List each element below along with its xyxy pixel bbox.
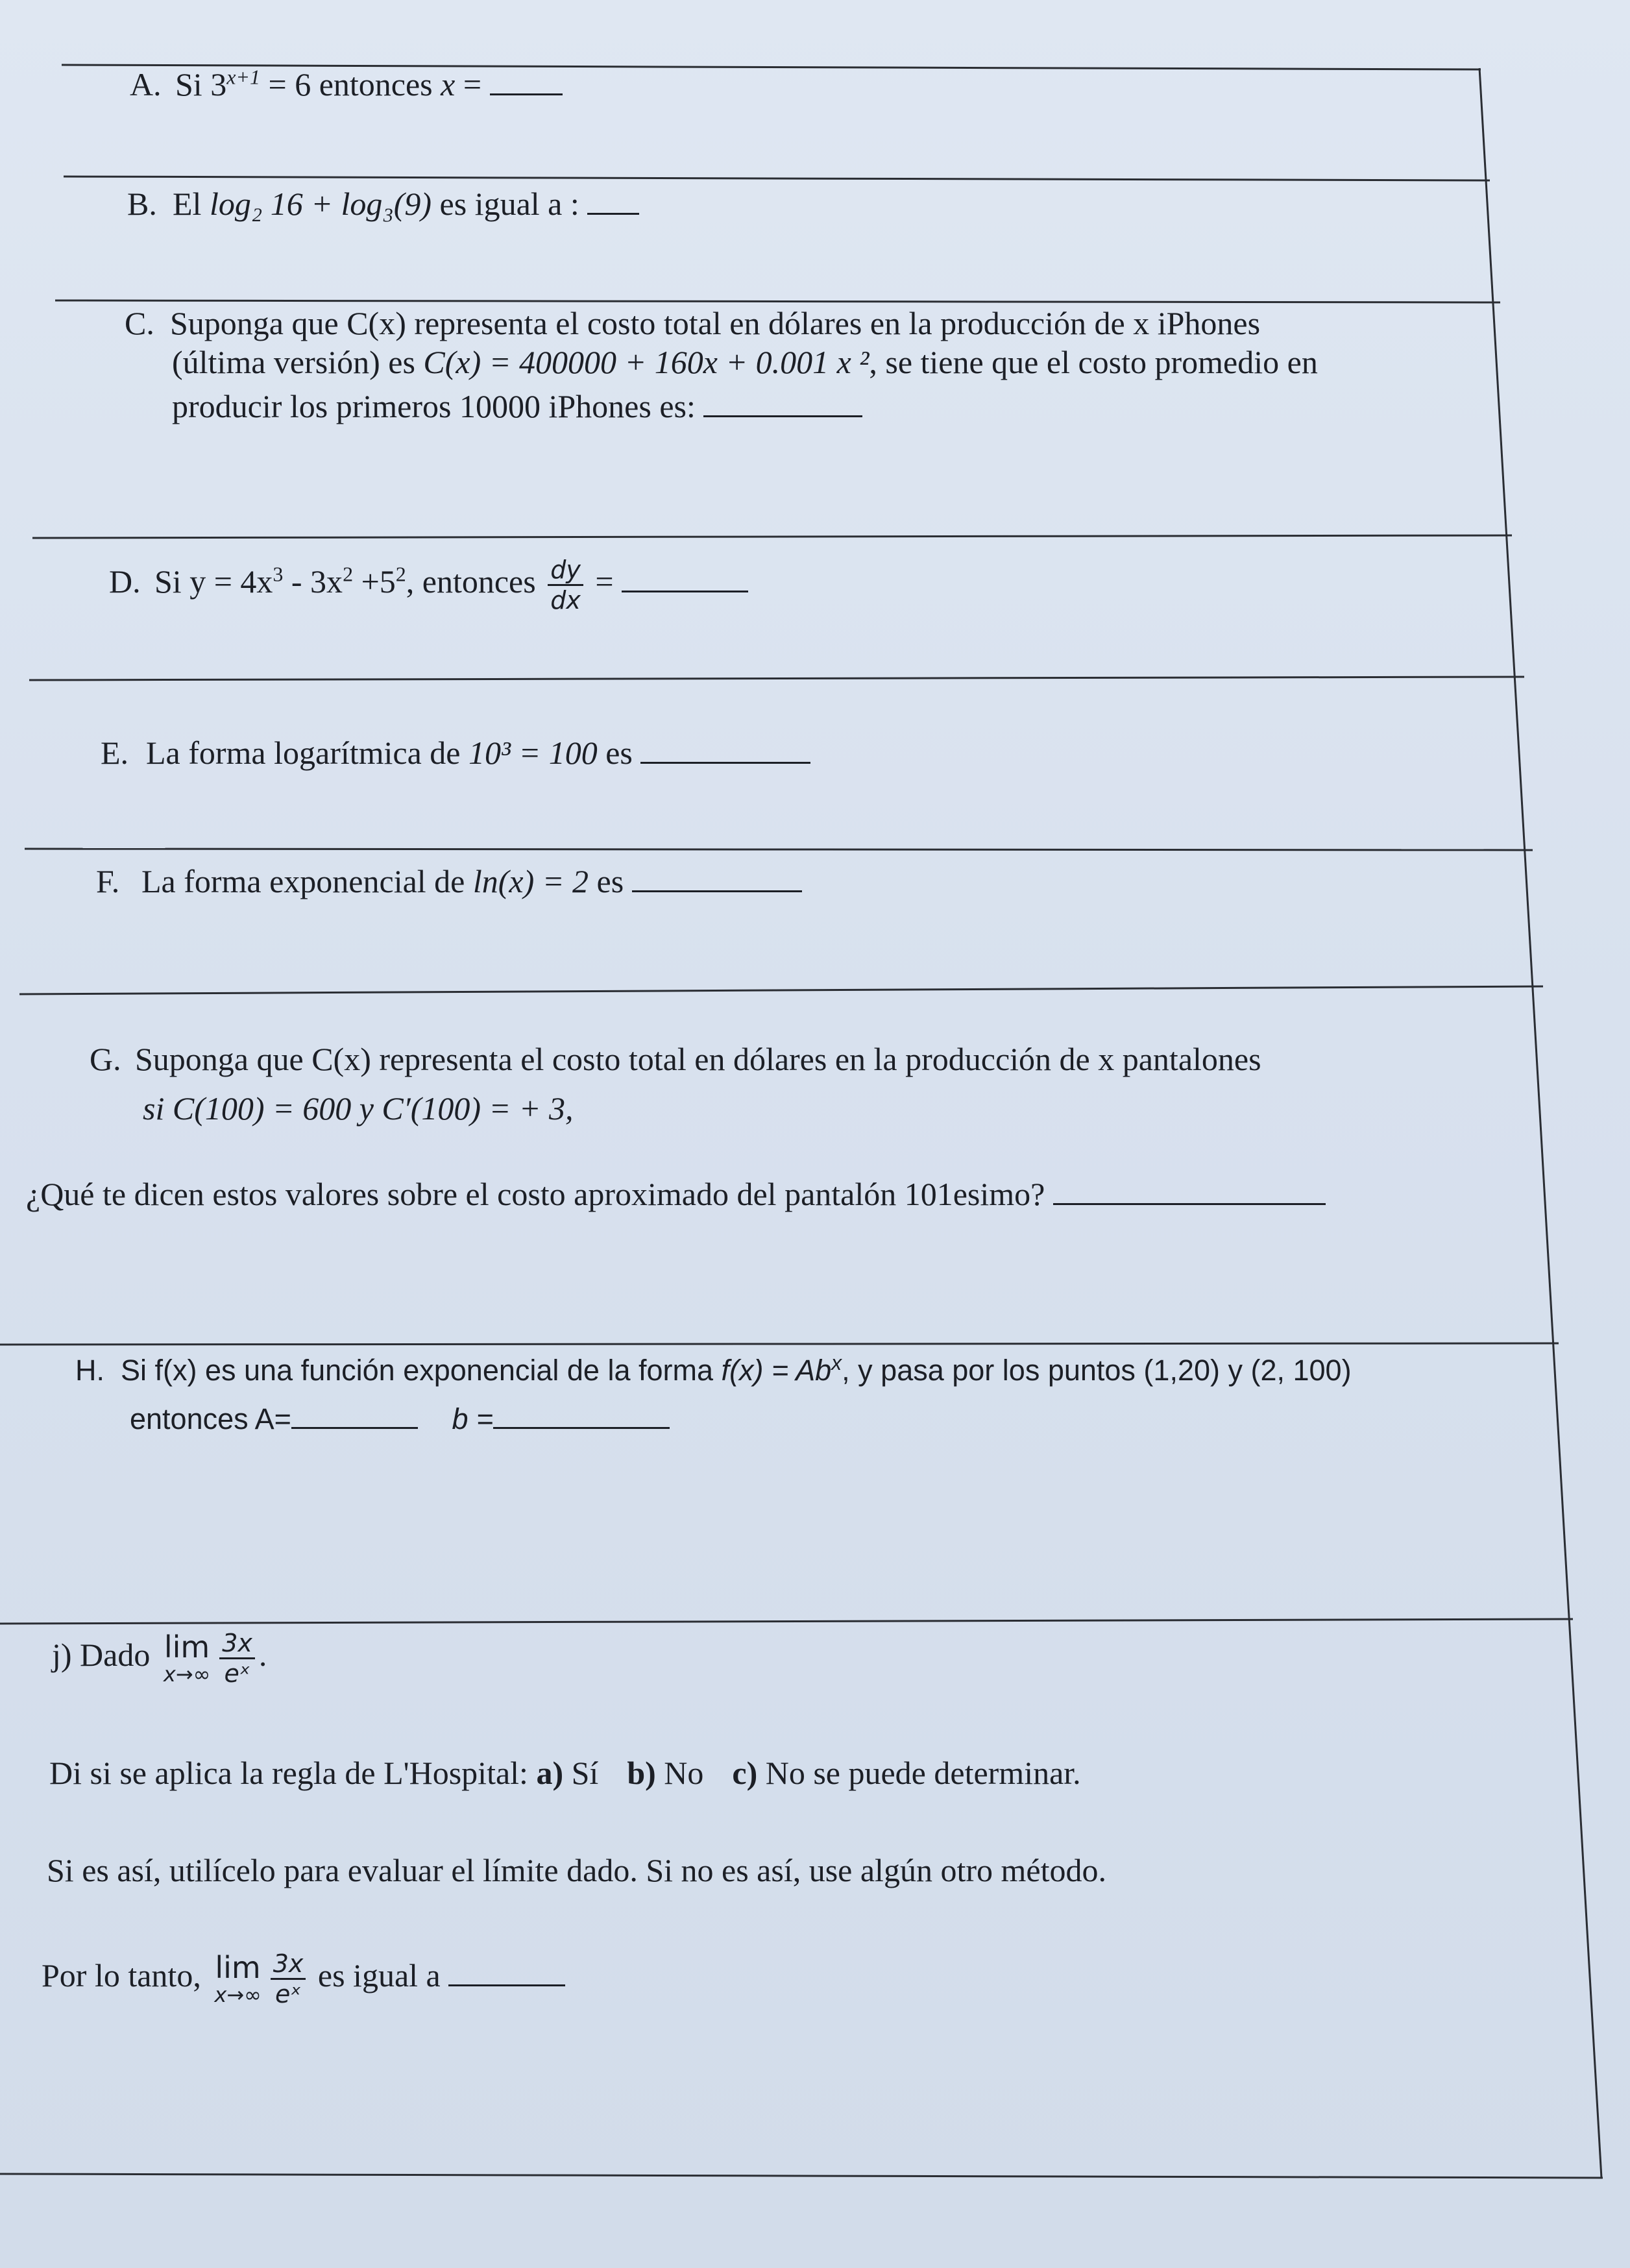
- question-a: A. Si $3^{x+1} = 6$ entonces x =: [130, 64, 563, 105]
- grid-row-line: [32, 535, 1512, 538]
- option-b[interactable]: No: [655, 1755, 704, 1791]
- grid-right-border: [1479, 68, 1601, 2178]
- answer-e-blank[interactable]: [640, 736, 810, 764]
- question-e: E. La forma logarítmica de 10³ = 100 es: [101, 732, 810, 774]
- question-j-line2: Di si se aplica la regla de L'Hospital: a) Sí b) No c) No se puede determinar.: [49, 1755, 1081, 1791]
- grid-row-line: [29, 677, 1524, 680]
- answer-h-b-blank[interactable]: [493, 1401, 670, 1429]
- option-a[interactable]: Sí: [563, 1755, 599, 1791]
- answer-b-blank[interactable]: [587, 187, 639, 215]
- question-g-label: G.: [90, 1041, 121, 1077]
- question-c-line3: producir los primeros 10000 iPhones es:: [172, 385, 862, 427]
- question-d-label: D.: [109, 563, 141, 600]
- question-c: C. Suponga que C(x) representa el costo total en dólares en la producción de x iPhones: [125, 302, 1260, 344]
- limit-notation: lim x→∞: [163, 1629, 211, 1687]
- answer-h-a-blank[interactable]: [291, 1401, 418, 1429]
- answer-j-blank[interactable]: [448, 1958, 565, 1986]
- question-g-line2: si C(100) = 600 y C′(100) = + 3,: [143, 1090, 574, 1127]
- limit-fraction: $\frac{3x}{\text{eˣ}}$: [219, 1629, 255, 1688]
- question-h-line2: entonces A= b =: [130, 1398, 670, 1440]
- question-c-label: C.: [125, 305, 154, 341]
- question-g: G. Suponga que C(x) representa el costo total en dólares en la producción de x pantalones: [90, 1038, 1261, 1080]
- answer-d-blank[interactable]: [622, 565, 748, 592]
- question-f-label: F.: [96, 863, 120, 899]
- grid-row-line: [0, 1343, 1559, 1345]
- limit-notation-2: lim x→∞: [214, 1949, 262, 2007]
- answer-f-blank[interactable]: [632, 864, 802, 892]
- grid-row-line: [0, 1619, 1573, 1624]
- answer-g-blank[interactable]: [1053, 1177, 1326, 1205]
- question-b-label: B.: [127, 186, 157, 222]
- option-b-key[interactable]: b): [627, 1755, 656, 1791]
- question-g-line3: ¿Qué te dicen estos valores sobre el costo aproximado del pantalón 101esimo?: [26, 1173, 1326, 1215]
- question-e-label: E.: [101, 735, 129, 771]
- limit-fraction-2: $\frac{3x}{\text{eˣ}}$: [271, 1949, 306, 2008]
- option-a-key[interactable]: a): [536, 1755, 564, 1791]
- option-c[interactable]: No se puede determinar.: [757, 1755, 1081, 1791]
- grid-bottom-line: [0, 2174, 1603, 2178]
- question-j: j) Dado lim x→∞ $\frac{3x}{\text{eˣ}}$ .: [52, 1629, 267, 1688]
- question-b: B. El log₂ 16 + log₃(9) es igual a :: [127, 183, 639, 225]
- question-j-line4: Por lo tanto, lim x→∞ $\frac{3x}{\text{eˣ}}$ es igual a: [42, 1949, 565, 2008]
- grid-row-line: [25, 849, 1533, 850]
- question-c-line2: (última versión) es C(x) = 400000 + 160x + 0.001 x ², se tiene que el costo promedio en: [172, 344, 1318, 380]
- grid-row-line: [64, 177, 1490, 180]
- answer-c-blank[interactable]: [703, 389, 862, 417]
- question-d: D. Si $y = 4x^3 - 3x^2 +5^2$, entonces $\frac{dy}{dx}$ =: [109, 555, 748, 615]
- dy-dx-fraction: $\frac{dy}{dx}$: [548, 555, 583, 615]
- question-h-label: H.: [75, 1354, 104, 1387]
- question-f: F. La forma exponencial de ln(x) = 2 es: [96, 860, 802, 902]
- question-a-label: A.: [130, 66, 162, 103]
- question-j-line3: Si es así, utilícelo para evaluar el límite dado. Si no es así, use algún otro método.: [47, 1852, 1106, 1888]
- grid-row-line: [19, 986, 1543, 994]
- answer-a-blank[interactable]: [490, 67, 563, 95]
- option-c-key[interactable]: c): [732, 1755, 758, 1791]
- question-h: H. Si f(x) es una función exponencial de la forma $f(x) = Ab^x$, y pasa por los puntos (1,20) y (2, 100): [75, 1350, 1352, 1391]
